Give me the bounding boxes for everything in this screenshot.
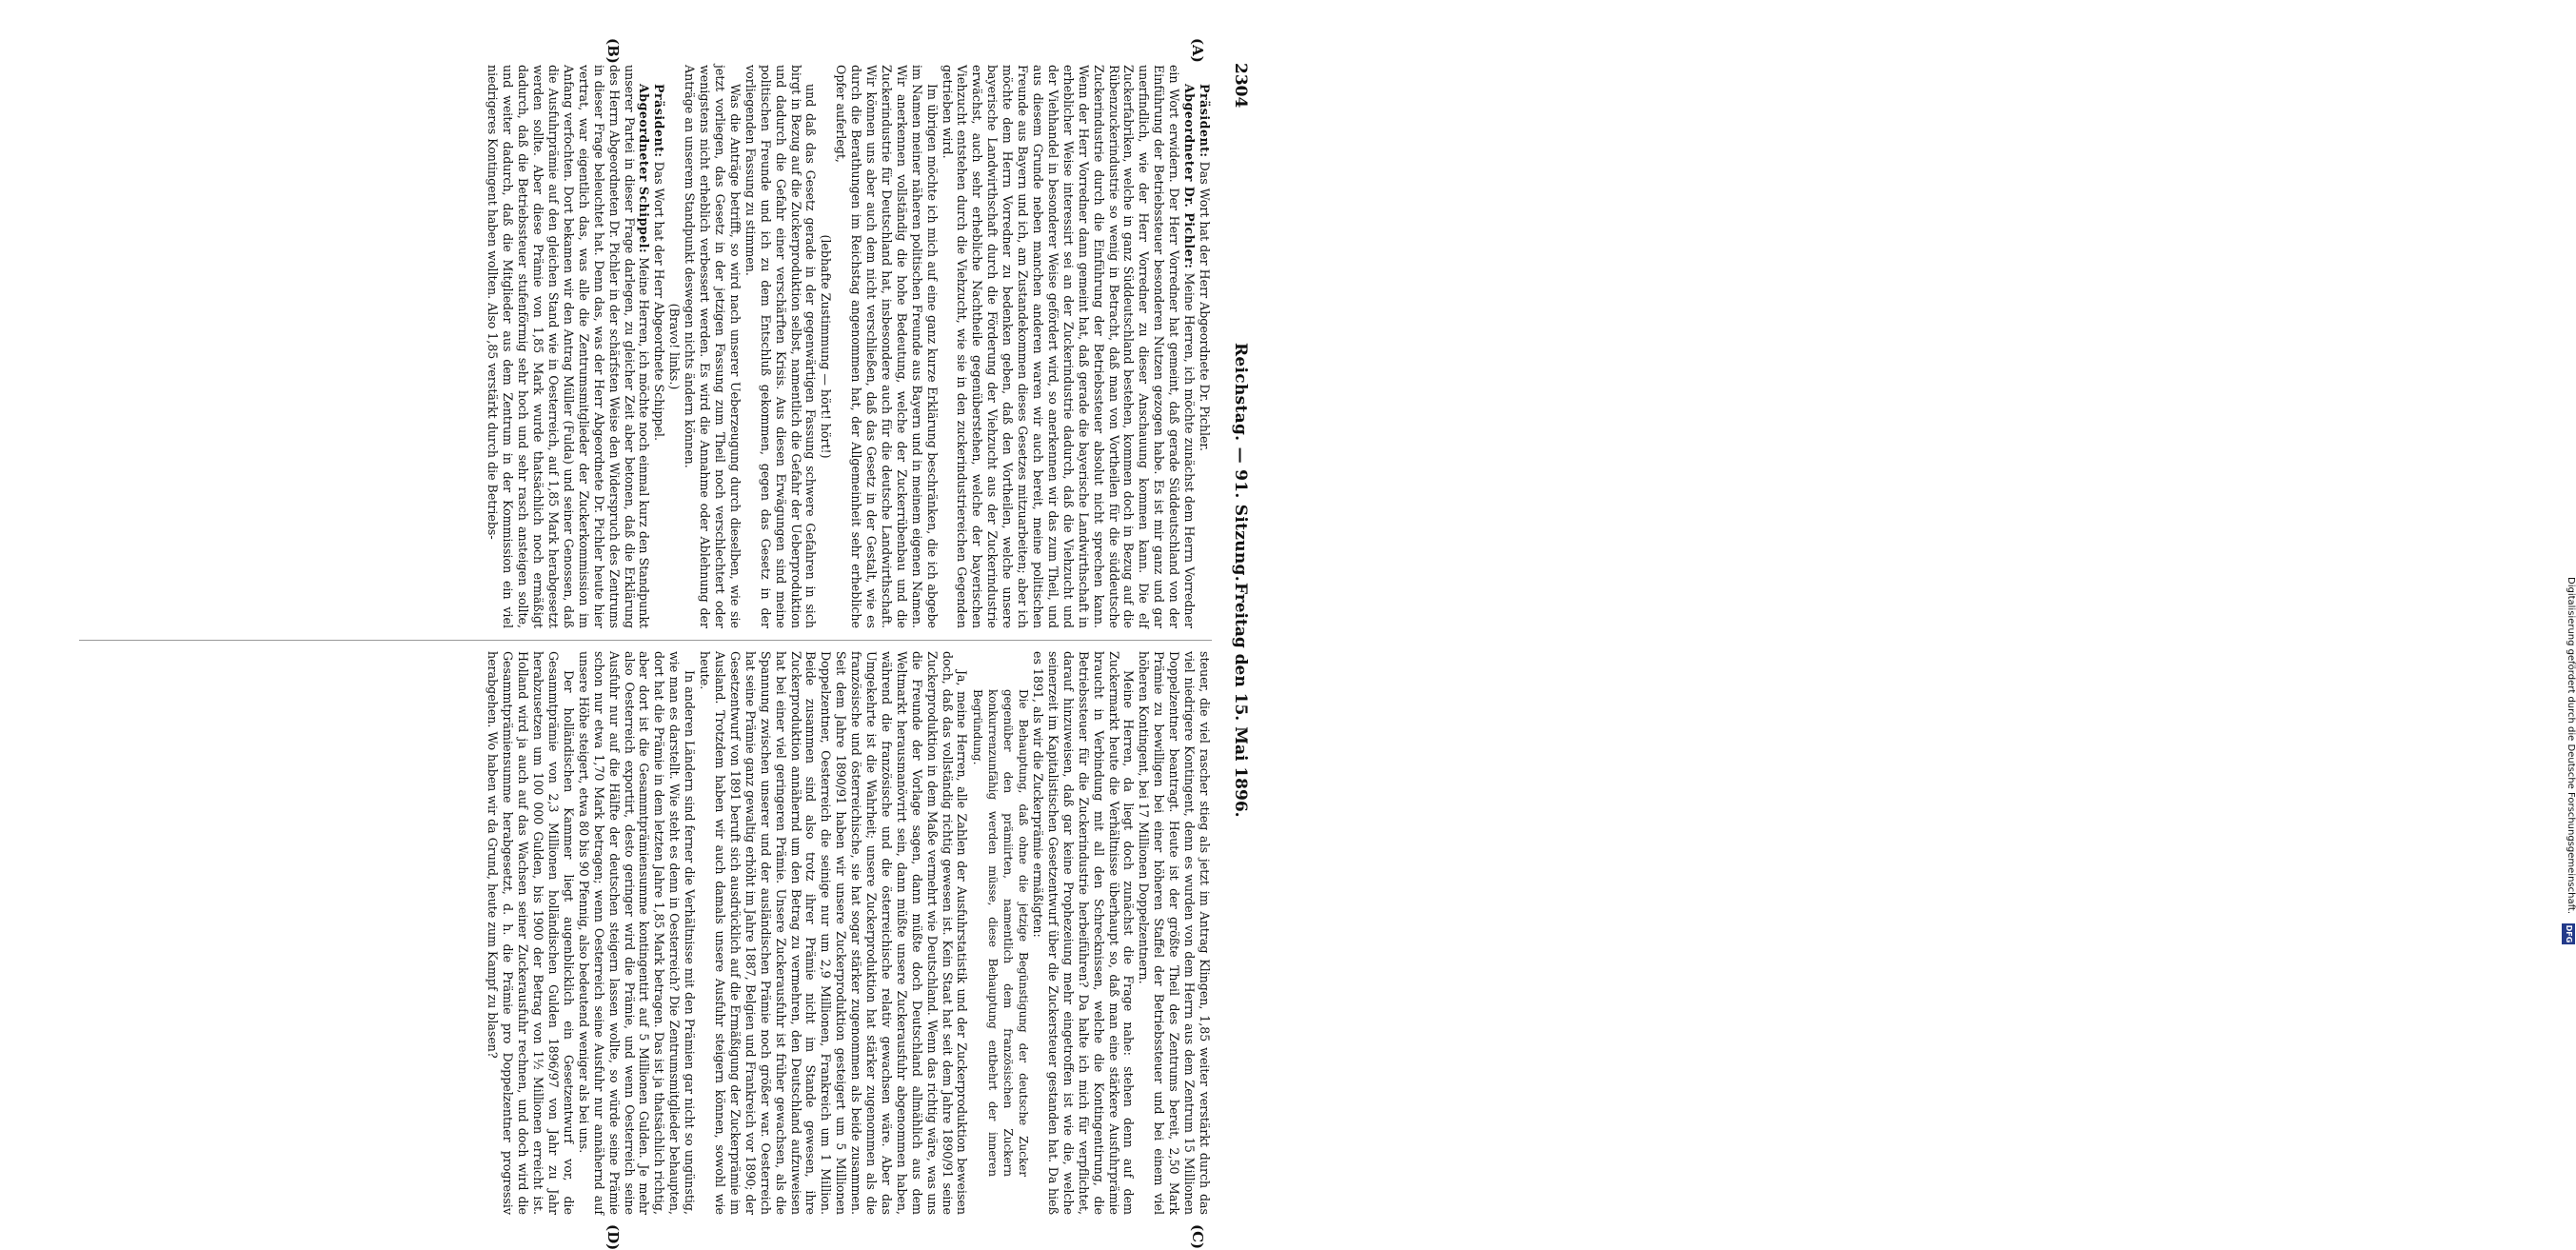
text-columns <box>79 57 1212 1219</box>
paragraph <box>1030 651 1136 1215</box>
paragraph-text: Meine Herren, da liegt doch zunächst die Frage nahe: stehen denn auf dem Zuckermarkt heute die Verhältnisse überhaupt so, daß man eine stärkere Ausfuhrprämie braucht in Verbindung mit all den Schrecknissen, welche die Kontingentirung, die Betriebssteuer für die Zuckerindustrie herbeiführen? Da halte ich mich für verpflichtet, darauf hinzuweisen, daß gar keine Prophezeiung mehr eingetroffen ist wie die, welche seinerzeit im Kapitalistischen Gesetzentwurf über die Zuckersteuer gestanden hat. Da hieß es 1891, als wir die Zuckerprämie ermäßigten: <box>1031 651 1137 1215</box>
paragraph-text: Das Wort hat der Herr Abgeordnete Schippel. <box>652 157 667 441</box>
footer-bar <box>1266 0 2576 952</box>
paragraph-text: Das Wort hat der Herr Abgeordnete Dr. Pichler. <box>1198 157 1212 452</box>
paragraph <box>651 65 666 628</box>
paragraph <box>818 65 833 628</box>
margin-marker-c: (C) <box>1189 1224 1206 1250</box>
paragraph-text: (lebhafte Zustimmung — hört! hört!) <box>819 234 834 459</box>
paragraph-text: In anderen Ländern sind ferner die Verhältnisse mit den Prämien gar nicht so ungünstig, wie man es darstellt. Wie steht es denn in Oesterreich? Die Zentrumsmitglieder behaupten, dort hat die Prämie in dem letzten Jahre 1,85 Mark betragen. Das ist ja thatsächlich richtig, aber dort ist die Gesammtprämiensumme kontingentirt auf 5 Millionen Gulden. Je mehr also Oesterreich exportirt, desto geringer wird die Prämie, und wenn Oesterreich seine Ausfuhr nur auf die Hälfte der deutschen steigern lassen wollte, so würde seine Prämie schon nur etwa 1,70 Mark betragen; wenn Oesterreich seine Ausfuhr nur annähernd auf unsere Höhe steigert, etwa 80 bis 90 Pfennig, also bedeutend weniger als bei uns. <box>576 651 698 1215</box>
paragraph-text: (Bravo! links.) <box>667 303 683 390</box>
paragraph <box>697 651 969 1215</box>
paragraph <box>940 65 1197 628</box>
margin-marker-a: (A) <box>1189 38 1206 63</box>
paragraph-text: Die Behauptung, daß ohne die jetzige Begünstigung der deutsche Zucker gegenüber den prämiirten, namentlich dem französischen Zuckern konkurrenzunfähig werden müsse, diese Behauptung entbehrt der inneren Begründung. <box>971 689 1031 1177</box>
left-column <box>79 65 1212 628</box>
speaker-name: Abgeordneter Schippel: <box>637 84 652 254</box>
paragraph-text: Was die Anträge betrifft, so wird nach unserer Ueberzeugung durch dieselben, wie sie jetzt vorliegen, das Gesetz in der jetzigen Fassung zum Theil noch verschlechtert oder wenigstens nicht erheblich verbessert werden. Es wird die Annahme oder Ablehnung der Anträge an unserem Standpunkt deswegen nichts ändern können. <box>683 65 743 628</box>
column-divider <box>79 640 1212 641</box>
paragraph-text: Ja, meine Herren, alle Zahlen der Ausfuhrstatistik und der Zuckerproduktion beweisen doch, daß das vollständig richtig gewesen ist. Kein Staat hat seit dem Jahre 1890/91 seine Zuckerproduktion in dem Maße vermehrt wie Deutschland. Wenn das richtig wäre, was uns die Freunde der Vorlage sagen, dann müßte doch Deutschland allmählich aus dem Weltmarkt herausmanövrirt sein, dann müßte unsere Zuckerausfuhr abgenommen haben, während die französische und die österreichische relativ gewachsen wäre. Aber das Umgekehrte ist die Wahrheit; unsere Zuckerproduktion hat stärker zugenommen als die französische und österreichische, sie hat sogar stärker zugenommen als beide zusammen. Seit dem Jahre 1890/91 haben wir unsere Zuckerproduktion gesteigert um 5 Millionen Doppelzentner, Oesterreich die seinige nur um 2,9 Millionen, Frankreich um 1 Million. Beide zusammen sind also trotz ihrer Prämie nicht im Stande gewesen, ihre Zuckerproduktion annähernd um den Betrag zu vermehren, den Deutschland aufzuweisen hat bei einer viel geringeren Prämie. Unsere Zuckerausfuhr ist früher gewachsen, als die Spannung zwischen unserer und der ausländischen Prämie noch größer war. Oesterreich hat seine Prämie ganz gewaltig erhöht im Jahre 1887, Belgien und Frankreich vor 1890; der Gesetzentwurf von 1891 beruft sich ausdrücklich auf die Ermäßigung der Zuckerprämie im Ausland. Trotzdem haben wir auch damals unsere Ausfuhr steigern können, sowohl wie heute. <box>698 651 970 1215</box>
margin-marker-d: (D) <box>604 1224 622 1250</box>
right-column <box>79 651 1212 1215</box>
margin-marker-b: (B) <box>604 38 622 64</box>
paragraph <box>1136 651 1212 1215</box>
speaker-name: Präsident: <box>652 84 667 158</box>
paragraph <box>485 65 652 628</box>
paragraph-text: Meine Herren, ich möchte noch einmal kurz den Standpunkt unserer Partei in dieser Frage darlegen, zu gleicher Zeit aber betonen, daß die Erklärung des Herrn Abgeordneten Dr. Pichler in der schärfsten Weise den Widerspruch des Zentrums in dieser Frage beleuchtet hat. Denn das, was der Herr Abgeordnete Dr. Pichler heute hier vertrat, war eigentlich das, was alle die Zentrumsmitglieder der Zuckerkommission im Anfang verfochten. Dort bekamen wir den Antrag Müller (Fulda) und seiner Genossen, daß die Ausfuhrprämie auf den gleichen Stand wie in Oesterreich, auf 1,85 Mark herabgesetzt werden sollte. Aber diese Prämie von 1,85 Mark wurde thatsächlich noch ermäßigt dadurch, daß die Betriebssteuer stufenförmig sehr hoch und sehr rasch ansteigen sollte, und weiter dadurch, daß die Mitglieder aus dem Zentrum in der Kommission ein viel niedrigeres Kontingent haben wollten. Also 1,85 verstärkt durch die Betriebs- <box>485 65 652 629</box>
session-date: Freitag den 15. Mai 1896. <box>1231 583 1250 818</box>
dfg-logo: DFG <box>2562 923 2575 944</box>
paragraph <box>485 651 576 1215</box>
page-number: 2304 <box>1231 63 1250 109</box>
paragraph <box>576 651 697 1215</box>
paragraph-text: Im übrigen möchte ich mich auf eine ganz kurze Erklärung beschränken, die ich abgebe im Namen meiner näheren politischen Freunde aus Bayern und in meinem eigenen Namen. Wir anerkennen vollständig die hohe Bedeutung, welche der Zuckerrübenbau und die Zuckerindustrie für Deutschland hat, insbesondere auch für die deutsche Landwirthschaft. Wir können uns aber auch dem nicht verschließen, daß das Gesetz in der Gestalt, wie es durch die Berathungen im Reichstag angenommen hat, der Allgemeinheit sehr erhebliche Opfer auferlegt, <box>834 65 940 628</box>
page-header <box>1216 0 1250 952</box>
paragraph <box>682 65 743 628</box>
speaker-name: Abgeordneter Dr. Pichler: <box>1182 84 1198 269</box>
paragraph <box>743 65 819 628</box>
speaker-name: Präsident: <box>1198 84 1212 158</box>
paragraph <box>1197 65 1212 628</box>
paragraph-text: und daß das Gesetz gerade in der gegenwärtigen Fassung schwere Gefahren in sich birgt in Bezug auf die Zuckerproduktion selbst, namentlich die Gefahr der Ueberproduktion und dadurch die Gefahr einer verschärften Krisis. Aus diesen Erwägungen sind meine politischen Freunde und ich zu dem Entschluß gekommen, gegen das Gesetz in der vorliegenden Fassung zu stimmen. <box>743 65 819 628</box>
paragraph <box>833 65 939 628</box>
paragraph <box>666 65 682 628</box>
paragraph-text: Der holländischen Kammer liegt augenblicklich ein Gesetzentwurf vor, die Gesammtprämie von 2,3 Millionen holländischen Gulden 1896/97 von Jahr zu Jahr herabzusetzen um 100 000 Gulden, bis 1900 der Betrag von 1½ Millionen erreicht ist. Holland wird ja auch auf das Wachsen seiner Zuckerausfuhr rechnen, und doch wird die Gesammtprämiensumme herabgesetzt, d. h. die Prämie pro Doppelzentner progressiv herabgehen. Wo haben wir da Grund, heute zum Kampf zu blasen? <box>485 651 576 1215</box>
paragraph <box>970 689 1031 1177</box>
paragraph-text: steuer, die viel rascher stieg als jetzt im Antrag Klingen, 1,85 weiter verstärkt durch das viel niedrigere Kontingent, denn es wurden von dem Herrn aus dem Zentrum 15 Millionen Doppelzentner beantragt. Heute ist der größte Theil des Zentrums bereit, 2,50 Mark Prämie zu bewilligen bei einer höheren Staffel der Betriebssteuer und bei einem viel höheren Kontingent, bei 17 Millionen Doppelzentnern. <box>1137 651 1212 1215</box>
paragraph-text: Meine Herren, ich möchte zunächst dem Herrn Vorredner ein Wort erwidern. Der Herr Vorredner hat gemeint, daß gerade Süddeutschland von der Einführung der Betriebssteuer besonderen Nutzen gezogen habe. Es ist mir ganz und gar unerfindlich, wie der Herr Vorredner zu dieser Anschauung kommen kann. Die elf Zuckerfabriken, welche in ganz Süddeutschland bestehen, kommen doch in Bezug auf die Rübenzuckerindustrie so wenig in Betracht, daß man von Vortheilen für die süddeutsche Zuckerindustrie durch die Einführung der Betriebssteuer absolut nicht sprechen kann. Wenn der Herr Vorredner dann gemeint hat, daß gerade die bayerische Landwirthschaft in erheblicher Weise interessirt sei an der Zuckerindustrie dadurch, daß die Viehzucht und der Viehhandel in besonderer Weise gefördert wird, so anerkennen wir das zum Theil, und aus diesem Grunde neben manchen anderen waren wir auch bereit, meine politischen Freunde aus Bayern und ich, am Zustandekommen dieses Gesetzes mitzuarbeiten; aber ich möchte dem Herrn Vorredner zu bedenken geben, daß den Vortheilen, welche unsere bayerische Landwirthschaft durch die Förderung der Viehzucht aus der Zuckerindustrie erwächst, auch sehr erhebliche Nachtheile gegenüberstehen, welche der bayerischen Viehzucht entstehen durch die Viehzucht, wie sie in den zuckerindustriereichen Gegenden getrieben wird. <box>940 65 1198 628</box>
funding-credit: Digitalisierung gefördert durch die Deutsche Forschungsgemeinschaft. <box>2566 577 2576 915</box>
running-head: Reichstag. — 91. Sitzung. <box>1231 343 1250 582</box>
